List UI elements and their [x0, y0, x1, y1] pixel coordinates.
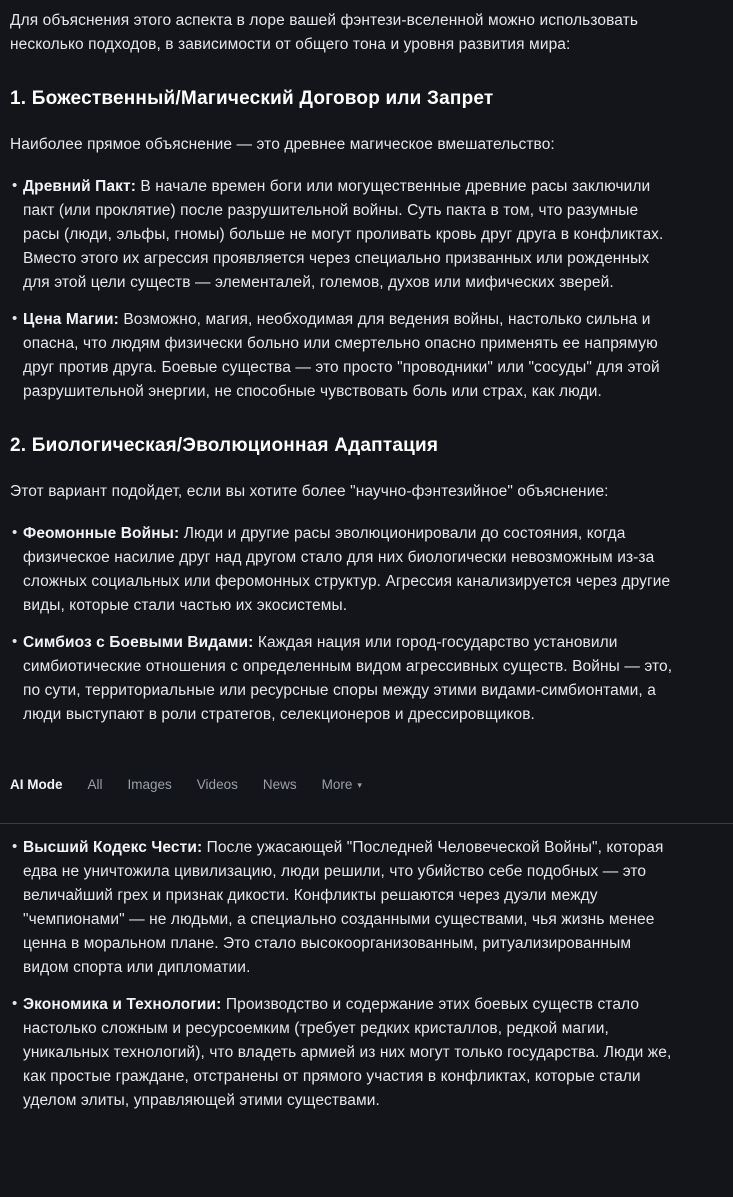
list-item [23, 308, 673, 404]
bullet-text: Возможно, магия, необходимая для ведения войны, настолько сильна и опасна, что людям физически больно или смертельно опасно применять ее напрямую друг против друга. Боевые существа — это просто "проводники" или "сосуды" для этой разрушительной энергии, не способные чувствовать боль или страх, как люди. [23, 311, 660, 400]
tab-videos[interactable]: Videos [196, 776, 238, 792]
tab-more[interactable] [322, 777, 362, 792]
bullet-term: Высший Кодекс Чести: [23, 839, 203, 856]
bullet-text: После ужасающей "Последней Человеческой Войны", которая едва не уничтожила цивилизацию, люди решили, что убийство себе подобных — это величайший грех и признак дикости. Конфликты решаются через дуэли между "чемпионами" — не людьми, а специально созданными существами, чья жизнь менее ценна в моральном плане. Это стало высокоорганизованным, ритуализированным видом спорта или дипломатии. [23, 839, 664, 976]
tab-all[interactable]: All [87, 776, 103, 792]
chevron-down-icon: ▾ [357, 779, 362, 790]
list-item [23, 836, 673, 980]
section-1-heading: 1. Божественный/Магический Договор или Запрет [10, 88, 494, 109]
lower-bullet-list [10, 836, 673, 1113]
section-2-heading: 2. Биологическая/Эволюционная Адаптация [10, 435, 439, 456]
tab-news[interactable]: News [262, 776, 297, 792]
bullet-text: Производство и содержание этих боевых существ стало настолько сложным и ресурсоемким (требует редких кристаллов, редкой магии, уникальных технологий), что владеть армией из них могут только государства. Люди же, как простые граждане, отстранены от прямого участия в конфликтах, которые стали уделом элиты, управляющей этими существами. [23, 996, 672, 1109]
bullet-text: Каждая нация или город-государство установили симбиотические отношения с определенным видом агрессивных существ. Войны — это, по сути, территориальные или ресурсные споры между этими видами-симбионтами, а люди выступают в роли стратегов, селекционеров и дрессировщиков. [23, 634, 673, 723]
tab-ai-mode[interactable]: AI Mode [10, 776, 63, 792]
result-type-tabs [0, 773, 733, 795]
bullet-term: Экономика и Технологии: [23, 996, 222, 1013]
bullet-term: Цена Магии: [23, 311, 119, 328]
tab-more-label: More [321, 776, 353, 792]
section-1-lead: Наиболее прямое объяснение — это древнее магическое вмешательство: [10, 136, 555, 153]
tab-images[interactable]: Images [127, 776, 172, 792]
bullet-text: В начале времен боги или могущественные древние расы заключили пакт (или проклятие) после разрушительной войны. Суть пакта в том, что разумные расы (люди, эльфы, гномы) больше не могут проливать кровь друг друга в конфликтах. Вместо этого их агрессия проявляется через специально призванных или рожденных для этой цели существ — элементалей, големов, духов или мифических зверей. [23, 178, 664, 291]
section-2-lead: Этот вариант подойдет, если вы хотите более "научно-фэнтезийное" объяснение: [10, 483, 609, 500]
ai-response-lower [0, 836, 733, 1113]
list-item [23, 631, 673, 727]
bullet-term: Древний Пакт: [23, 178, 136, 195]
intro-paragraph: Для объяснения этого аспекта в лоре вашей фэнтези-вселенной можно использовать несколько подходов, в зависимости от общего тона и уровня развития мира: [10, 12, 638, 53]
bullet-term: Симбиоз с Боевыми Видами: [23, 634, 254, 651]
section-2-bullet-list [10, 522, 673, 727]
bullet-text: Люди и другие расы эволюционировали до состояния, когда физическое насилие друг над другом стало для них биологически невозможным из-за сложных социальных или феромонных структур. Агрессия канализируется через другие виды, которые стали частью их экосистемы. [23, 525, 671, 614]
list-item [23, 993, 673, 1113]
list-item [23, 522, 673, 618]
bullet-term: Феомонные Войны: [23, 525, 180, 542]
list-item [23, 175, 673, 295]
tabs-divider [0, 823, 733, 824]
section-1-bullet-list [10, 175, 673, 404]
